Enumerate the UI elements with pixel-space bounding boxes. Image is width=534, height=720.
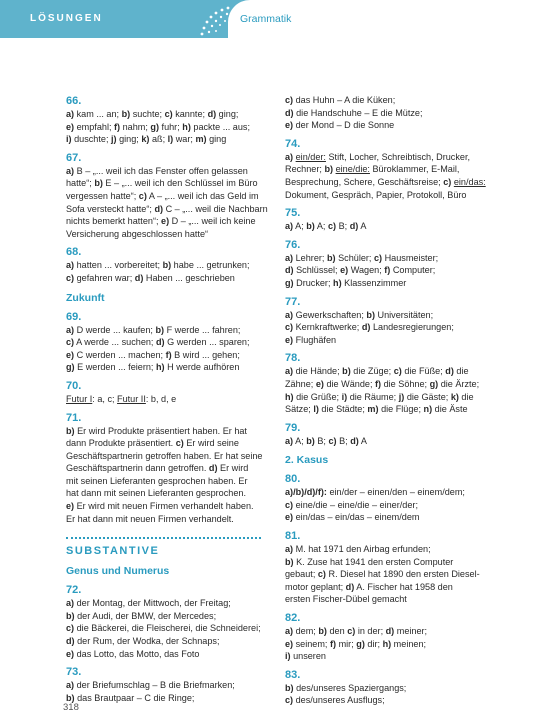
exercise-number: 79. <box>285 421 301 434</box>
exercise-number: 72. <box>66 584 82 597</box>
answer-line: Zähne; e) die Wände; f) die Söhne; g) die Ärzte; <box>285 378 480 389</box>
answer-line: Sätze; l) die Städte; m) die Flüge; n) die Äste <box>285 404 468 415</box>
exercise-number: 68. <box>66 246 82 259</box>
answer-line: h) die Grüße; i) die Räume; j) die Gäste; k) die <box>285 391 474 402</box>
answer-line: c) gefahren war; d) Haben ... geschrieben <box>66 272 235 283</box>
answer-line: mit seinen Lieferanten gesprochen haben. Er <box>66 475 248 486</box>
exercise-number: 78. <box>285 352 301 365</box>
answer-line: gebaut; c) R. Diesel hat 1890 den ersten Diesel- <box>285 569 480 580</box>
page-header <box>0 0 534 38</box>
answer-line: b) der Audi, der BMW, der Mercedes; <box>66 610 217 621</box>
answer-line: a) A; b) A; c) B; d) A <box>285 221 367 232</box>
answer-line: Rechner; b) eine/die: Büroklammer, E-Mail, <box>285 164 460 175</box>
topic-label: Grammatik <box>240 13 292 25</box>
exercise-number: 67. <box>66 151 82 164</box>
answer-line: e) C werden ... machen; f) B wird ... gehen; <box>66 349 240 360</box>
answer-line: e) Er wird mit neuen Firmen verhandelt haben. <box>66 501 254 512</box>
left-column <box>66 94 268 704</box>
subsection-heading: Zukunft <box>66 291 105 304</box>
answer-line: i) duschte; j) ging; k) aß; l) war; m) ging <box>66 134 227 145</box>
answer-line: a) B – „... weil ich das Fenster offen gelassen <box>66 165 248 176</box>
answer-line: c) A werde ... suchen; d) G werden ... sparen; <box>66 337 250 348</box>
exercise-number: 82. <box>285 612 301 625</box>
answer-line: e) ein/das – ein/das – einem/dem <box>285 512 420 523</box>
answer-line: vergessen hatte“; c) A – „... weil ich das Geld im <box>66 190 259 201</box>
answer-line: nichts bemerkt hatten“; e) D – „... weil ich keine <box>66 216 256 227</box>
section-divider <box>66 537 261 558</box>
answer-line: Geschäftspartnerin getroffen haben. Er hat seine <box>66 450 263 461</box>
answer-line: Futur I: a, c; Futur II: b, d, e <box>66 393 177 404</box>
answer-line: hatte“; b) E – „... weil ich den Schlüssel im Büro <box>66 178 258 189</box>
answer-line: d) Schlüssel; e) Wagen; f) Computer; <box>285 265 436 276</box>
exercise-number: 71. <box>66 411 82 424</box>
exercise-number: 73. <box>66 666 82 679</box>
answer-line: a) hatten ... vorbereitet; b) habe ... getrunken; <box>66 260 250 271</box>
right-column <box>285 94 486 707</box>
answer-line: e) der Mond – D die Sonne <box>285 120 395 131</box>
exercise-number: 77. <box>285 295 301 308</box>
exercise-number: 76. <box>285 238 301 251</box>
subsection-heading: Genus und Numerus <box>66 565 170 578</box>
answer-line: c) des/unseres Ausflugs; <box>285 695 385 706</box>
page-number: 318 <box>63 702 79 713</box>
section-heading: SUBSTANTIVE <box>66 545 160 558</box>
answer-line: b) Er wird Produkte präsentiert haben. Er hat <box>66 425 247 436</box>
exercise-number: 80. <box>285 473 301 486</box>
answer-line: a) Lehrer; b) Schüler; c) Hausmeister; <box>285 252 439 263</box>
answer-line: motor geplant; d) A. Fischer hat 1958 den <box>285 581 453 592</box>
answer-line: a) M. hat 1971 den Airbag erfunden; <box>285 544 431 555</box>
answer-line: Versicherung abgeschlossen hatte“ <box>66 228 209 239</box>
answer-line: a)/b)/d)/f): ein/der – einen/den – einem/dem; <box>285 487 465 498</box>
subsection-heading: 2. Kasus <box>285 454 329 467</box>
answer-line: Besprechung, Schere, Geschäftsreise; c) ein/das: <box>285 176 486 187</box>
answer-line: dann Produkte präsentiert. c) Er wird seine <box>66 438 239 449</box>
exercise-number: 69. <box>66 310 82 323</box>
exercise-number: 81. <box>285 530 301 543</box>
answer-line: a) D werde ... kaufen; b) F werde ... fahren; <box>66 324 241 335</box>
answer-line: a) der Montag, der Mittwoch, der Freitag; <box>66 598 231 609</box>
answer-line: a) kam ... an; b) suchte; c) kannte; d) ging; <box>66 109 239 119</box>
answer-line: a) die Hände; b) die Züge; c) die Füße; d) die <box>285 366 469 377</box>
answer-line: c) die Bäckerei, die Fleischerei, die Schneiderei; <box>66 623 261 634</box>
answer-line: e) Flughäfen <box>285 334 337 345</box>
answer-line: a) ein/der: Stift, Locher, Schreibtisch, Drucker, <box>285 151 471 162</box>
answer-line: e) empfahl; f) nahm; g) fuhr; h) packte ... aus; <box>66 121 250 132</box>
section-label: LÖSUNGEN <box>30 13 103 24</box>
answer-line: Sofa versteckt hatte“; d) C – „... weil die Nachbarn <box>66 203 268 214</box>
exercise-number: 75. <box>285 207 301 220</box>
exercise-number: 83. <box>285 668 301 681</box>
answer-line: Er hat dann mit neuen Firmen verhandelt. <box>66 513 234 524</box>
answer-line: ersten Fischer-Dübel gemacht <box>285 594 407 605</box>
answer-line: a) dem; b) den c) in der; d) meiner; <box>285 626 428 637</box>
answer-line: c) das Huhn – A die Küken; <box>285 95 396 105</box>
answer-line: Geschäftspartnerin dann getroffen. d) Er wird <box>66 463 249 474</box>
answer-line: Dokument, Gespräch, Papier, Protokoll, Büro <box>285 189 467 200</box>
exercise-number: 70. <box>66 379 82 392</box>
answer-line: a) Gewerkschaften; b) Universitäten; <box>285 309 434 320</box>
answer-line: e) seinem; f) mir; g) dir; h) meinen; <box>285 638 427 649</box>
answer-line: a) der Briefumschlag – B die Briefmarken; <box>66 680 235 691</box>
exercise-number: 66. <box>66 95 82 107</box>
answer-line: g) E werden ... feiern; h) H werde aufhören <box>66 362 240 373</box>
answer-line: a) A; b) B; c) B; d) A <box>285 435 367 446</box>
answer-line: b) das Brautpaar – C die Ringe; <box>66 692 195 703</box>
answer-line: c) Kernkraftwerke; d) Landesregierungen; <box>285 322 454 333</box>
answer-line: e) das Lotto, das Motto, das Foto <box>66 648 200 659</box>
answer-line: c) eine/die – eine/die – einer/der; <box>285 499 418 510</box>
answer-line: b) des/unseres Spaziergangs; <box>285 682 407 693</box>
answer-line: d) die Handschuhe – E die Mütze; <box>285 107 423 118</box>
answer-line: d) der Rum, der Wodka, der Schnaps; <box>66 636 220 647</box>
answer-line: i) unseren <box>285 651 326 662</box>
answer-line: b) K. Zuse hat 1941 den ersten Computer <box>285 556 454 567</box>
answer-line: hat dann mit seinen Lieferanten gesprochen. <box>66 488 246 499</box>
exercise-number: 74. <box>285 137 301 150</box>
answer-line: g) Drucker; h) Klassenzimmer <box>285 277 407 288</box>
